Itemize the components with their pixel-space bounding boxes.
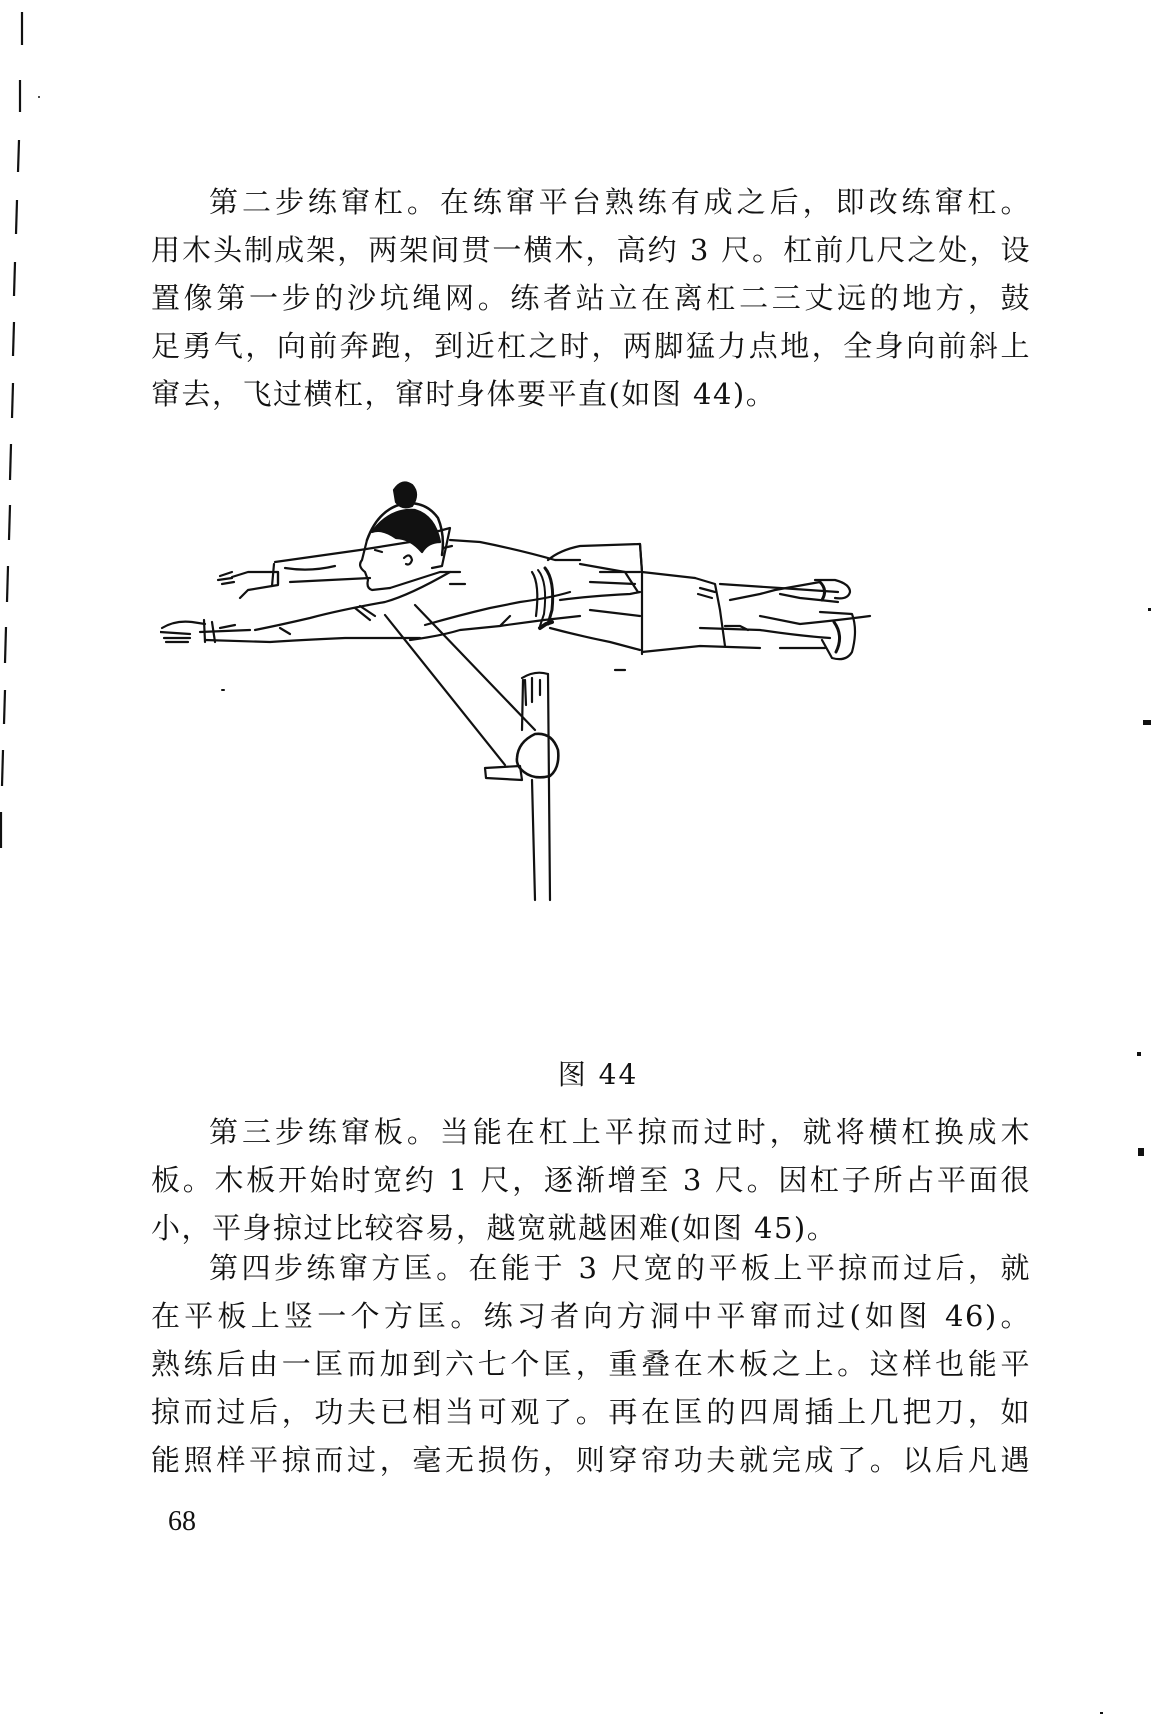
text-line: 掠而过后，功夫已相当可观了。再在匡的四周插上几把刀，如 (151, 1395, 1031, 1429)
text-line: 小，平身掠过比较容易，越宽就越困难(如图 45)。 (151, 1211, 838, 1245)
text-line: 第三步练窜板。当能在杠上平掠而过时，就将横杠换成木 (209, 1115, 1031, 1149)
paragraph-step-4 (151, 1244, 1031, 1484)
page-number: 68 (168, 1506, 196, 1537)
paragraph-step-2 (151, 178, 1031, 418)
text-line: 板。木板开始时宽约 1 尺，逐渐增至 3 尺。因杠子所占平面很 (151, 1163, 1031, 1197)
text-line: 用木头制成架，两架间贯一横木，高约 3 尺。杠前几尺之处，设 (151, 233, 1031, 267)
bar-post (385, 605, 558, 900)
scan-speck (1100, 1712, 1103, 1714)
text-line: 熟练后由一匡而加到六七个匡，重叠在木板之上。这样也能平 (151, 1347, 1031, 1381)
scan-speck (1138, 1148, 1144, 1156)
scan-speck (1148, 608, 1151, 611)
head (360, 482, 452, 590)
text-line: 置像第一步的沙坑绳网。练者站立在离杠二三丈远的地方，鼓 (151, 281, 1031, 315)
scan-speck (1143, 720, 1151, 725)
legs (548, 544, 870, 659)
text-line: 第四步练窜方匡。在能于 3 尺宽的平板上平掠而过后，就 (209, 1251, 1031, 1285)
figure-44-illustration (160, 480, 940, 1000)
paragraph-step-3 (151, 1108, 1031, 1252)
text-line: 窜去，飞过横杠，窜时身体要平直(如图 44)。 (151, 377, 777, 411)
text-line: 在平板上竖一个方匡。练习者向方洞中平窜而过(如图 46)。 (151, 1299, 1031, 1333)
scan-binding-marks (0, 0, 40, 900)
scan-speck (1137, 1052, 1141, 1056)
text-line: 足勇气，向前奔跑，到近杠之时，两脚猛力点地，全身向前斜上 (151, 329, 1031, 363)
text-line: 能照样平掠而过，毫无损伤，则穿帘功夫就完成了。以后凡遇 (151, 1443, 1031, 1477)
text-line: 第二步练窜杠。在练窜平台熟练有成之后，即改练窜杠。 (209, 185, 1031, 219)
figure-caption: 图 44 (557, 1058, 639, 1091)
